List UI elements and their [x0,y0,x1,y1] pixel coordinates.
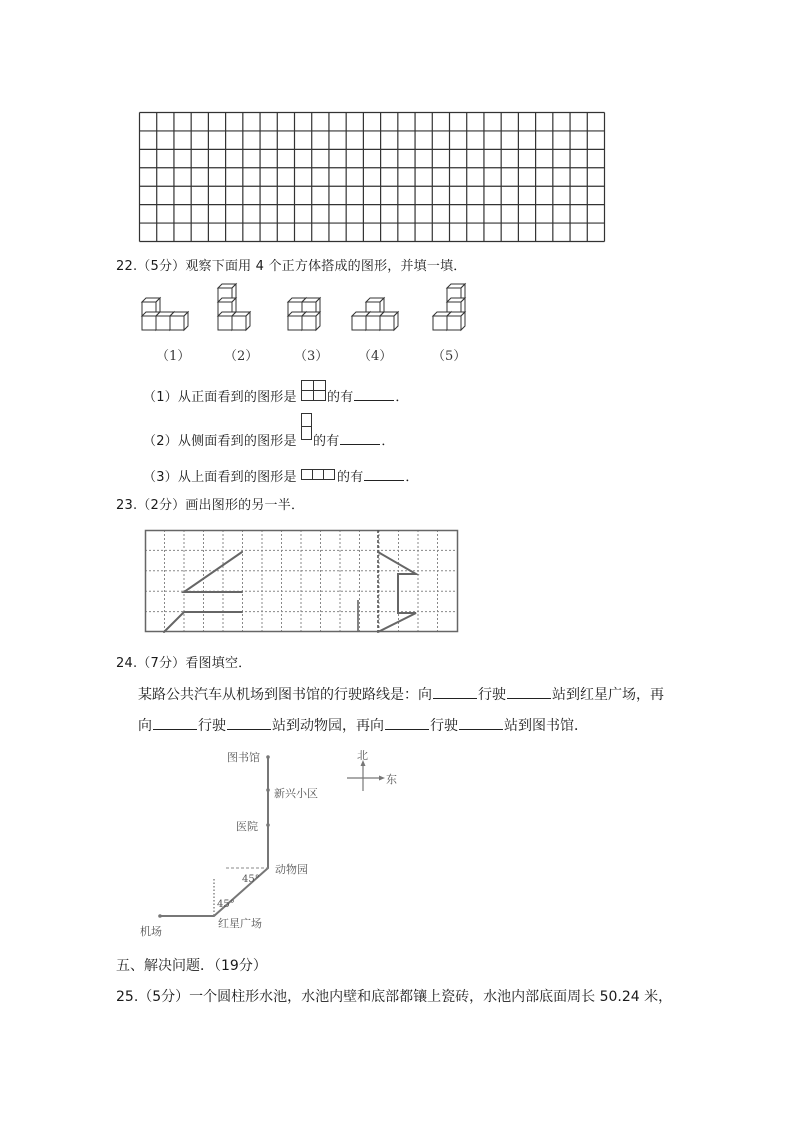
answer-blank-24-1[interactable] [433,686,477,699]
answer-blank-24-2[interactable] [507,686,551,699]
figure-caption-5: （5） [432,349,467,364]
figure-caption-4: （4） [358,349,393,364]
stop-airport: 机场 [140,925,162,938]
stop-hospital: 医院 [236,820,258,833]
stop-zoo: 动物园 [275,863,308,876]
answer-grid [139,112,604,241]
stop-xinxing: 新兴小区 [274,787,318,800]
cube-figure-5 [433,284,465,330]
grid-lines [139,112,605,242]
figure-caption-1: （1） [156,349,191,364]
compass-icon [347,760,385,791]
stop-library: 图书馆 [227,751,260,764]
figure-caption-3: （3） [294,349,329,364]
angle-label-1: 45° [242,874,260,885]
symmetry-drawing-grid[interactable] [145,530,458,632]
side-view-1x2-icon [301,433,313,447]
answer-blank-24-5[interactable] [385,717,429,730]
front-view-2x2-icon [301,389,327,403]
cube-figure-3 [288,298,320,330]
q25-text: 25.（5分）一个圆柱形水池，水池内壁和底部都镶上瓷砖，水池内部底面周长 50.24 米， [116,989,673,1005]
q22-sub-2: （2）从侧面看到的图形是 的有 ． [143,432,395,450]
right-half-figure [378,552,416,632]
cube-figures [138,286,478,336]
cube-figure-4 [352,298,398,330]
q24-title: 24.（7分）看图填空． [116,656,252,671]
answer-blank-24-3[interactable] [153,717,197,730]
cube-figure-2 [218,284,250,330]
symmetry-figure [145,530,461,636]
section-5-title: 五、解决问题．（19分） [116,958,267,974]
answer-blank-22-3[interactable] [364,468,404,481]
compass-east: 东 [386,773,397,786]
route-map [130,745,430,945]
cube-figure-1 [142,298,188,330]
compass-north: 北 [357,749,368,762]
answer-blank-22-1[interactable] [354,388,394,401]
q22-title: 22.（5分）观察下面用 4 个正方体搭成的图形，并填一填． [116,259,467,274]
top-view-3x1-icon [301,469,337,483]
q24-line-2: 向 行驶 站到动物园，再向 行驶 站到图书馆． [138,718,588,734]
q22-sub-3: （3）从上面看到的图形是 的有 ． [143,470,419,485]
q23-title: 23.（2分）画出图形的另一半． [116,498,305,513]
answer-blank-24-6[interactable] [459,717,503,730]
angle-label-2: 45° [217,899,235,910]
q24-line-1: 某路公共汽车从机场到图书馆的行驶路线是：向 行驶 站到红星广场，再 [138,687,664,703]
stop-hongxing-square: 红星广场 [218,917,262,930]
answer-blank-24-4[interactable] [227,717,271,730]
figure-caption-2: （2） [224,349,259,364]
answer-blank-22-2[interactable] [340,432,380,445]
q22-sub-1: （1）从正面看到的图形是 的有 ． [143,388,409,406]
